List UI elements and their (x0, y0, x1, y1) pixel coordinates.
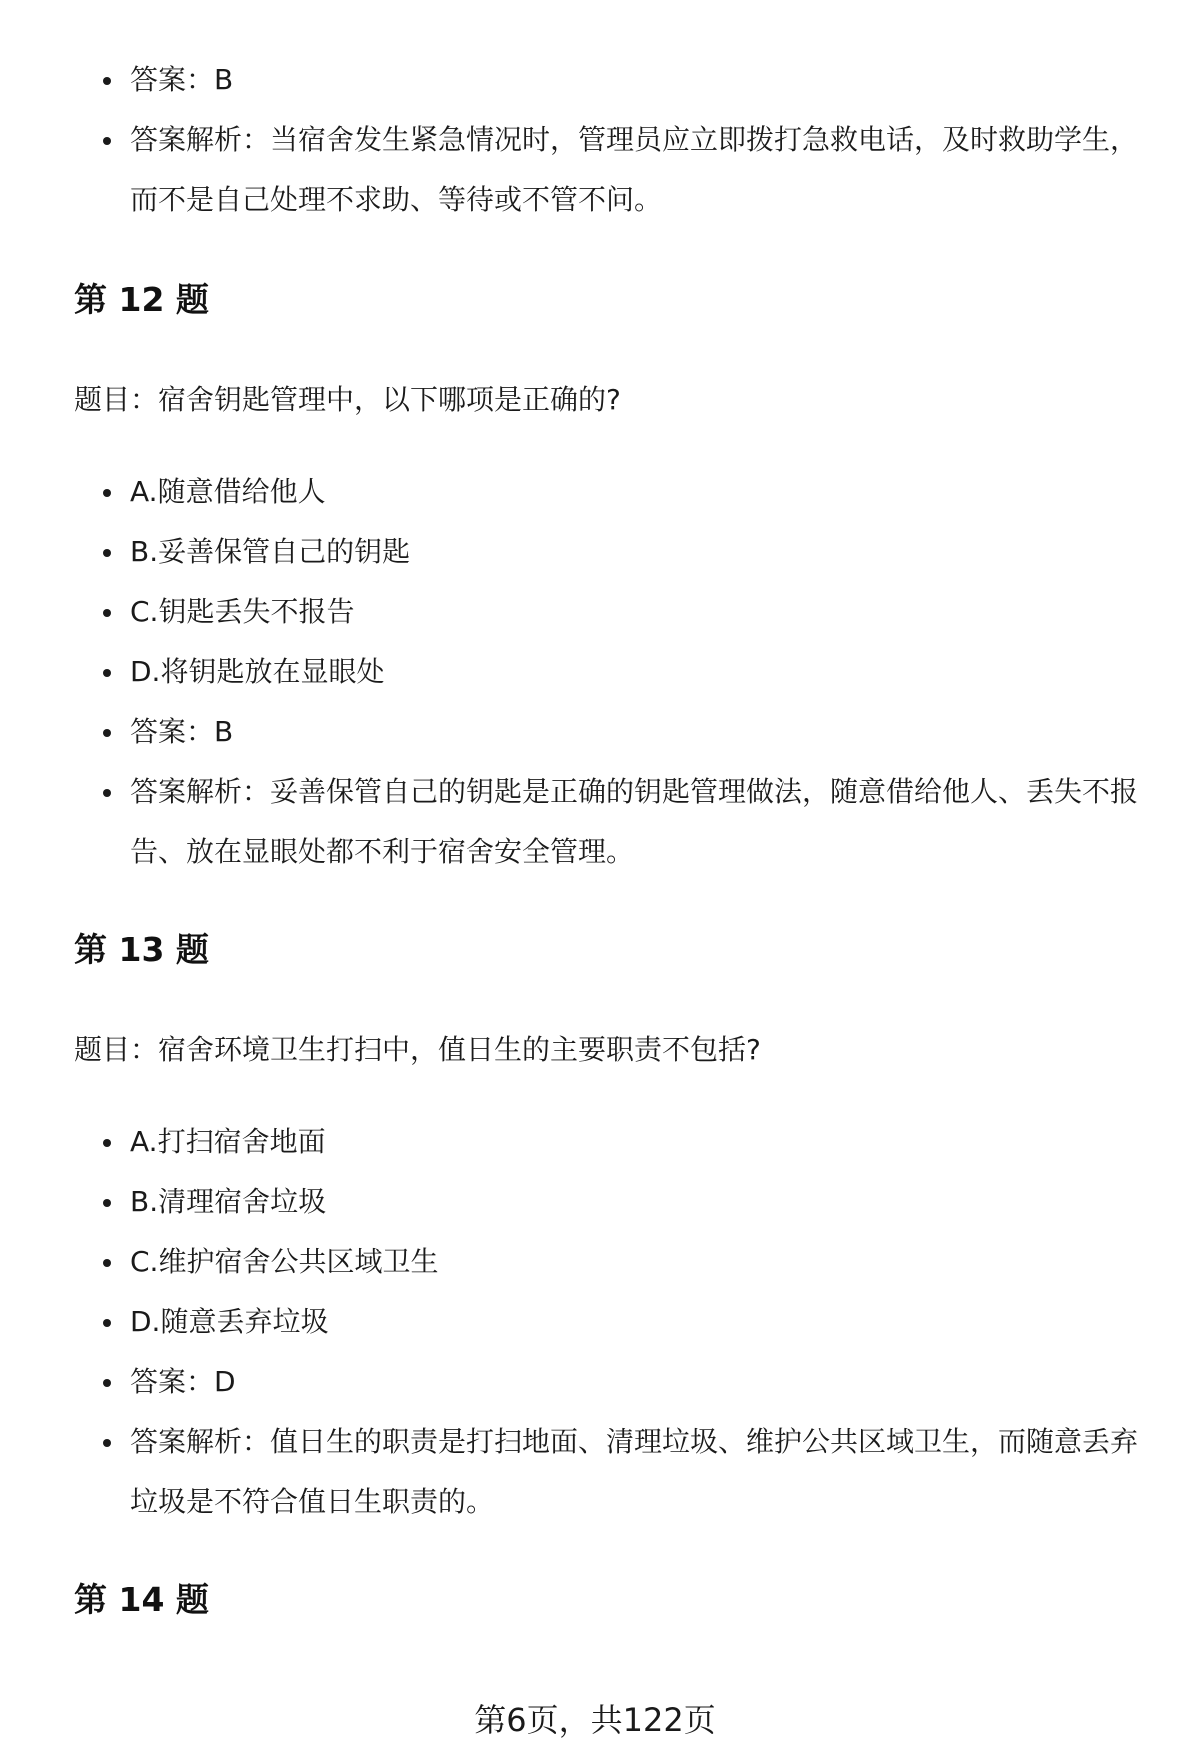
bullet-icon (103, 489, 111, 497)
bullet-icon (103, 729, 111, 737)
q12-option-b: B.妥善保管自己的钥匙 (0, 522, 1190, 582)
bullet-icon (103, 609, 111, 617)
q11-explanation: 答案解析：当宿舍发生紧急情况时，管理员应立即拨打急救电话，及时救助学生，而不是自己处理不求助、等待或不管不问。 (0, 110, 1190, 230)
page-indicator: 第6页，共122页 (474, 1701, 716, 1739)
bullet-icon (103, 1319, 111, 1327)
q11-tail-list (0, 50, 1190, 230)
q13-explanation: 答案解析：值日生的职责是打扫地面、清理垃圾、维护公共区域卫生，而随意丢弃垃圾是不符合值日生职责的。 (0, 1412, 1190, 1532)
bullet-icon (103, 137, 111, 145)
q13-option-c: C.维护宿舍公共区域卫生 (0, 1232, 1190, 1292)
q12-explanation: 答案解析：妥善保管自己的钥匙是正确的钥匙管理做法，随意借给他人、丢失不报告、放在显眼处都不利于宿舍安全管理。 (0, 762, 1190, 882)
bullet-icon (103, 1439, 111, 1447)
bullet-icon (103, 549, 111, 557)
q11-answer: 答案：B (0, 50, 1190, 110)
q12-options-list (0, 462, 1190, 882)
bullet-icon (103, 77, 111, 85)
q13-question: 题目：宿舍环境卫生打扫中，值日生的主要职责不包括? (74, 1033, 761, 1066)
q12-option-c: C.钥匙丢失不报告 (0, 582, 1190, 642)
q12-answer: 答案：B (0, 702, 1190, 762)
bullet-icon (103, 1199, 111, 1207)
q14-heading: 第 14 题 (74, 1580, 209, 1619)
q12-heading: 第 12 题 (74, 280, 209, 319)
bullet-icon (103, 1379, 111, 1387)
bullet-icon (103, 669, 111, 677)
bullet-icon (103, 1259, 111, 1267)
q13-option-b: B.清理宿舍垃圾 (0, 1172, 1190, 1232)
q12-option-d: D.将钥匙放在显眼处 (0, 642, 1190, 702)
q12-question: 题目：宿舍钥匙管理中，以下哪项是正确的? (74, 383, 621, 416)
q13-answer: 答案：D (0, 1352, 1190, 1412)
q13-options-list (0, 1112, 1190, 1532)
q12-option-a: A.随意借给他人 (0, 462, 1190, 522)
q13-heading: 第 13 题 (74, 930, 209, 969)
bullet-icon (103, 1139, 111, 1147)
bullet-icon (103, 789, 111, 797)
q13-option-a: A.打扫宿舍地面 (0, 1112, 1190, 1172)
q13-option-d: D.随意丢弃垃圾 (0, 1292, 1190, 1352)
